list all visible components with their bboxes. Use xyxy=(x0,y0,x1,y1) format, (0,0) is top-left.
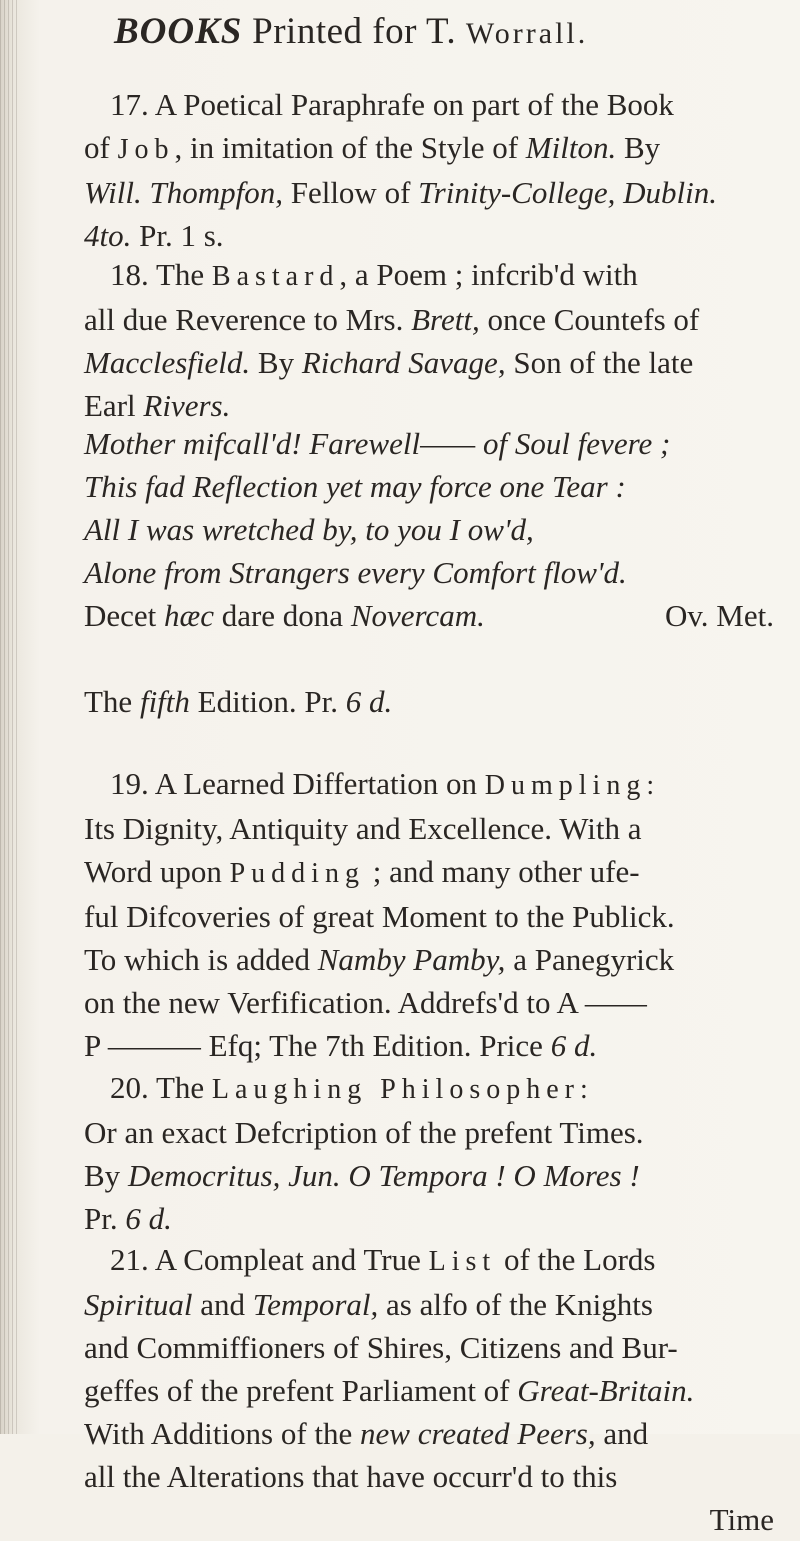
latin-quote-line: Decet hæc dare dona Novercam. Ov. Met. xyxy=(84,594,774,637)
entry-21-line-4: geffes of the prefent Parliament of Great-Britain. xyxy=(84,1373,695,1408)
page-header xyxy=(114,10,588,53)
entry-21-line-1: 21. A Compleat and True List of the Lords xyxy=(110,1242,656,1277)
header-books: BOOKS xyxy=(114,11,243,52)
verse-line-1: Mother mifcall'd! Farewell—— of Soul fevere ; xyxy=(84,426,671,461)
quote-source: Ov. Met. xyxy=(664,598,774,633)
entry-20 xyxy=(84,1066,774,1240)
entry-17 xyxy=(84,83,774,257)
entry-17-line-3: Will. Thompfon, Fellow of Trinity-College, Dublin. xyxy=(84,175,717,210)
entry-18 xyxy=(84,253,774,427)
entry-20-line-2: Or an exact Defcription of the prefent Times. xyxy=(84,1115,644,1150)
header-printer-name: Worrall. xyxy=(465,17,589,50)
entry-19-line-3: Word upon Pudding ; and many other ufe- xyxy=(84,854,640,889)
entry-19 xyxy=(84,762,774,1067)
verse-line-4: Alone from Strangers every Comfort flow'd. xyxy=(84,555,627,590)
verse-line-3: All I was wretched by, to you I ow'd, xyxy=(84,512,534,547)
entry-18-line-2: all due Reverence to Mrs. Brett, once Countefs of xyxy=(84,302,700,337)
entry-19-line-5: To which is added Namby Pamby, a Panegyrick xyxy=(84,942,675,977)
entry-18-line-1: 18. The Bastard, a Poem ; infcrib'd with xyxy=(110,257,638,292)
entry-19-line-2: Its Dignity, Antiquity and Excellence. With a xyxy=(84,811,642,846)
entry-18-verse xyxy=(84,422,774,594)
entry-20-line-1: 20. The Laughing Philosopher: xyxy=(110,1070,594,1105)
verse-line-2: This fad Reflection yet may force one Tear : xyxy=(84,469,626,504)
entry-19-line-7: P ——— Efq; The 7th Edition. Price 6 d. xyxy=(84,1028,598,1063)
entry-18-line-3: Macclesfield. By Richard Savage, Son of the late xyxy=(84,345,694,380)
edition-line: The fifth Edition. Pr. 6 d. xyxy=(84,684,393,719)
entry-21-line-5: With Additions of the new created Peers, and xyxy=(84,1416,649,1451)
entry-17-line-1: 17. A Poetical Paraphrafe on part of the Book xyxy=(110,87,674,122)
entry-19-line-1: 19. A Learned Differtation on Dumpling: xyxy=(110,766,661,801)
entry-19-line-4: ful Difcoveries of great Moment to the Publick. xyxy=(84,899,675,934)
entry-21-line-6: all the Alterations that have occurr'd to this xyxy=(84,1459,618,1494)
binding-gutter xyxy=(0,0,20,1434)
entry-21 xyxy=(84,1238,774,1541)
entry-20-line-3: By Democritus, Jun. O Tempora ! O Mores ! xyxy=(84,1158,640,1193)
catchword: Time xyxy=(709,1502,774,1537)
entry-17-line-4: 4to. Pr. 1 s. xyxy=(84,218,224,253)
entry-21-line-3: and Commiffioners of Shires, Citizens and Bur- xyxy=(84,1330,678,1365)
header-printed-for: Printed for T. xyxy=(252,11,457,52)
entry-18-edition xyxy=(84,680,774,723)
entry-18-line-4: Earl Rivers. xyxy=(84,388,231,423)
entry-21-line-2: Spiritual and Temporal, as alfo of the Knights xyxy=(84,1287,653,1322)
entry-17-line-2: of Job, in imitation of the Style of Milton. By xyxy=(84,130,661,165)
entry-20-line-4: Pr. 6 d. xyxy=(84,1201,172,1236)
entry-18-quote xyxy=(84,594,774,637)
entry-19-line-6: on the new Verfification. Addrefs'd to A —— xyxy=(84,985,647,1020)
